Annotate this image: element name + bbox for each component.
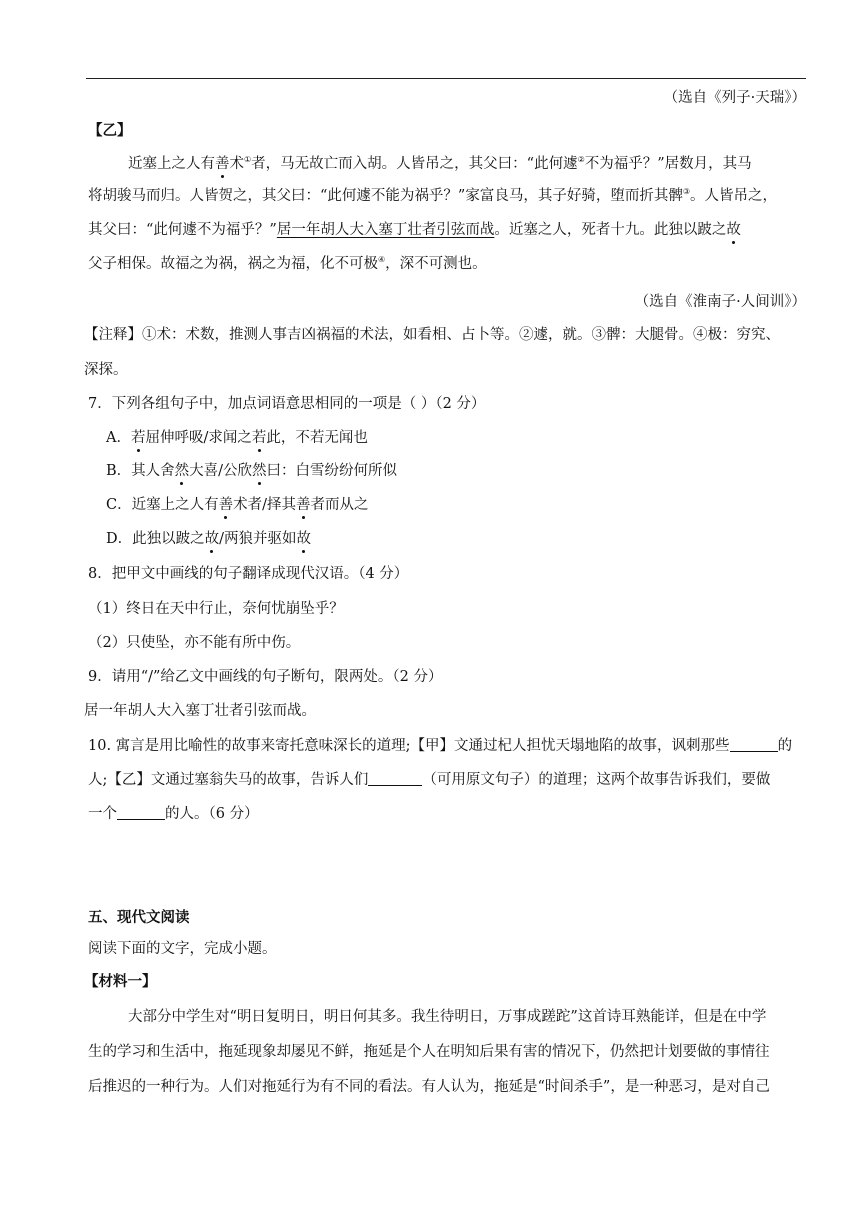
- yi-paragraph-line-1: 近塞上之人有善术①者，马无故亡而入胡。人皆吊之，其父曰：“此何遽②不为福乎？”居数月，其马: [128, 155, 752, 172]
- answer-blank-3[interactable]: [117, 805, 165, 820]
- yi-paragraph-line-2: 将胡骏马而归。人皆贺之，其父曰：“此何遽不能为祸乎？”家富良马，其子好骑，堕而折其髀③。人皆吊之，: [88, 187, 777, 204]
- source-citation-jia: （选自《列子·天瑞》）: [663, 90, 806, 106]
- material-paragraph-line-1: 大部分中学生对“明日复明日，明日何其多。我生待明日，万事成蹉跎”这首诗耳熟能详，但是在中学: [128, 1009, 767, 1025]
- annotation-line-2: 深探。: [84, 362, 128, 378]
- material-1-label: 【材料一】: [84, 974, 157, 990]
- question-7: 7．下列各组句子中，加点词语意思相同的一项是（ ）（2 分）: [88, 396, 486, 412]
- source-citation-yi: （选自《淮南子·人间训》）: [634, 294, 806, 310]
- question-10-line-3: 一个 的人。（6 分）: [88, 806, 259, 822]
- question-10-line-2: 人;【乙】文通过塞翁失马的故事，告诉人们 （可用原文句子）的道理；这两个故事告诉我们，要做: [88, 772, 771, 788]
- q7-option-a: A．若屈伸呼吸/求闻之若此，不若无闻也: [106, 430, 368, 446]
- section-label-yi: 【乙】: [88, 123, 132, 139]
- section-5-heading: 五、现代文阅读: [88, 910, 190, 926]
- question-9: 9．请用“/”给乙文中画线的句子断句，限两处。（2 分）: [88, 669, 443, 685]
- q8-item-1: （1）终日在天中行止，奈何忧崩坠乎？: [88, 601, 344, 617]
- question-10-line-1: 10. 寓言是用比喻性的故事来寄托意味深长的道理;【甲】文通过杞人担忧天塌地陷的故事，讽刺那些 的: [88, 738, 793, 754]
- answer-blank-2[interactable]: [368, 771, 422, 786]
- material-paragraph-line-3: 后推迟的一种行为。人们对拖延行为有不同的看法。有人认为，拖延是“时间杀手”，是一种恶习，是对自己: [88, 1079, 770, 1095]
- q7-option-b: B．其人舍然大喜/公欣然曰：白雪纷纷何所似: [106, 463, 398, 479]
- answer-blank-1[interactable]: [730, 737, 778, 752]
- material-paragraph-line-2: 生的学习和生活中，拖延现象却屡见不鲜，拖延是个人在明知后果有害的情况下，仍然把计划要做的事情往: [88, 1044, 770, 1060]
- q9-sentence: 居一年胡人大入塞丁壮者引弦而战。: [84, 703, 316, 719]
- q7-option-d: D．此独以跛之故/两狼并驱如故: [106, 531, 312, 547]
- q8-item-2: （2）只使坠，亦不能有所中伤。: [88, 635, 301, 651]
- q7-option-c: C．近塞上之人有善术者/择其善者而从之: [106, 497, 369, 513]
- header-rule: [86, 78, 806, 79]
- underlined-sentence: 居一年胡人大入塞丁壮者引弦而战: [276, 222, 495, 238]
- yi-paragraph-line-3: 其父曰：“此何遽不为福乎？”居一年胡人大入塞丁壮者引弦而战。近塞之人，死者十九。此独以跛之故: [88, 222, 741, 238]
- section-5-instruction: 阅读下面的文字，完成小题。: [88, 941, 277, 957]
- yi-paragraph-line-4: 父子相保。故福之为祸，祸之为福，化不可极④，深不可测也。: [88, 255, 487, 272]
- annotation-line-1: 【注释】①术：术数，推测人事吉凶祸福的术法，如看相、占卜等。②遽，就。③髀：大腿骨。④极：穷究、: [84, 327, 780, 343]
- question-8: 8．把甲文中画线的句子翻译成现代汉语。（4 分）: [88, 566, 409, 582]
